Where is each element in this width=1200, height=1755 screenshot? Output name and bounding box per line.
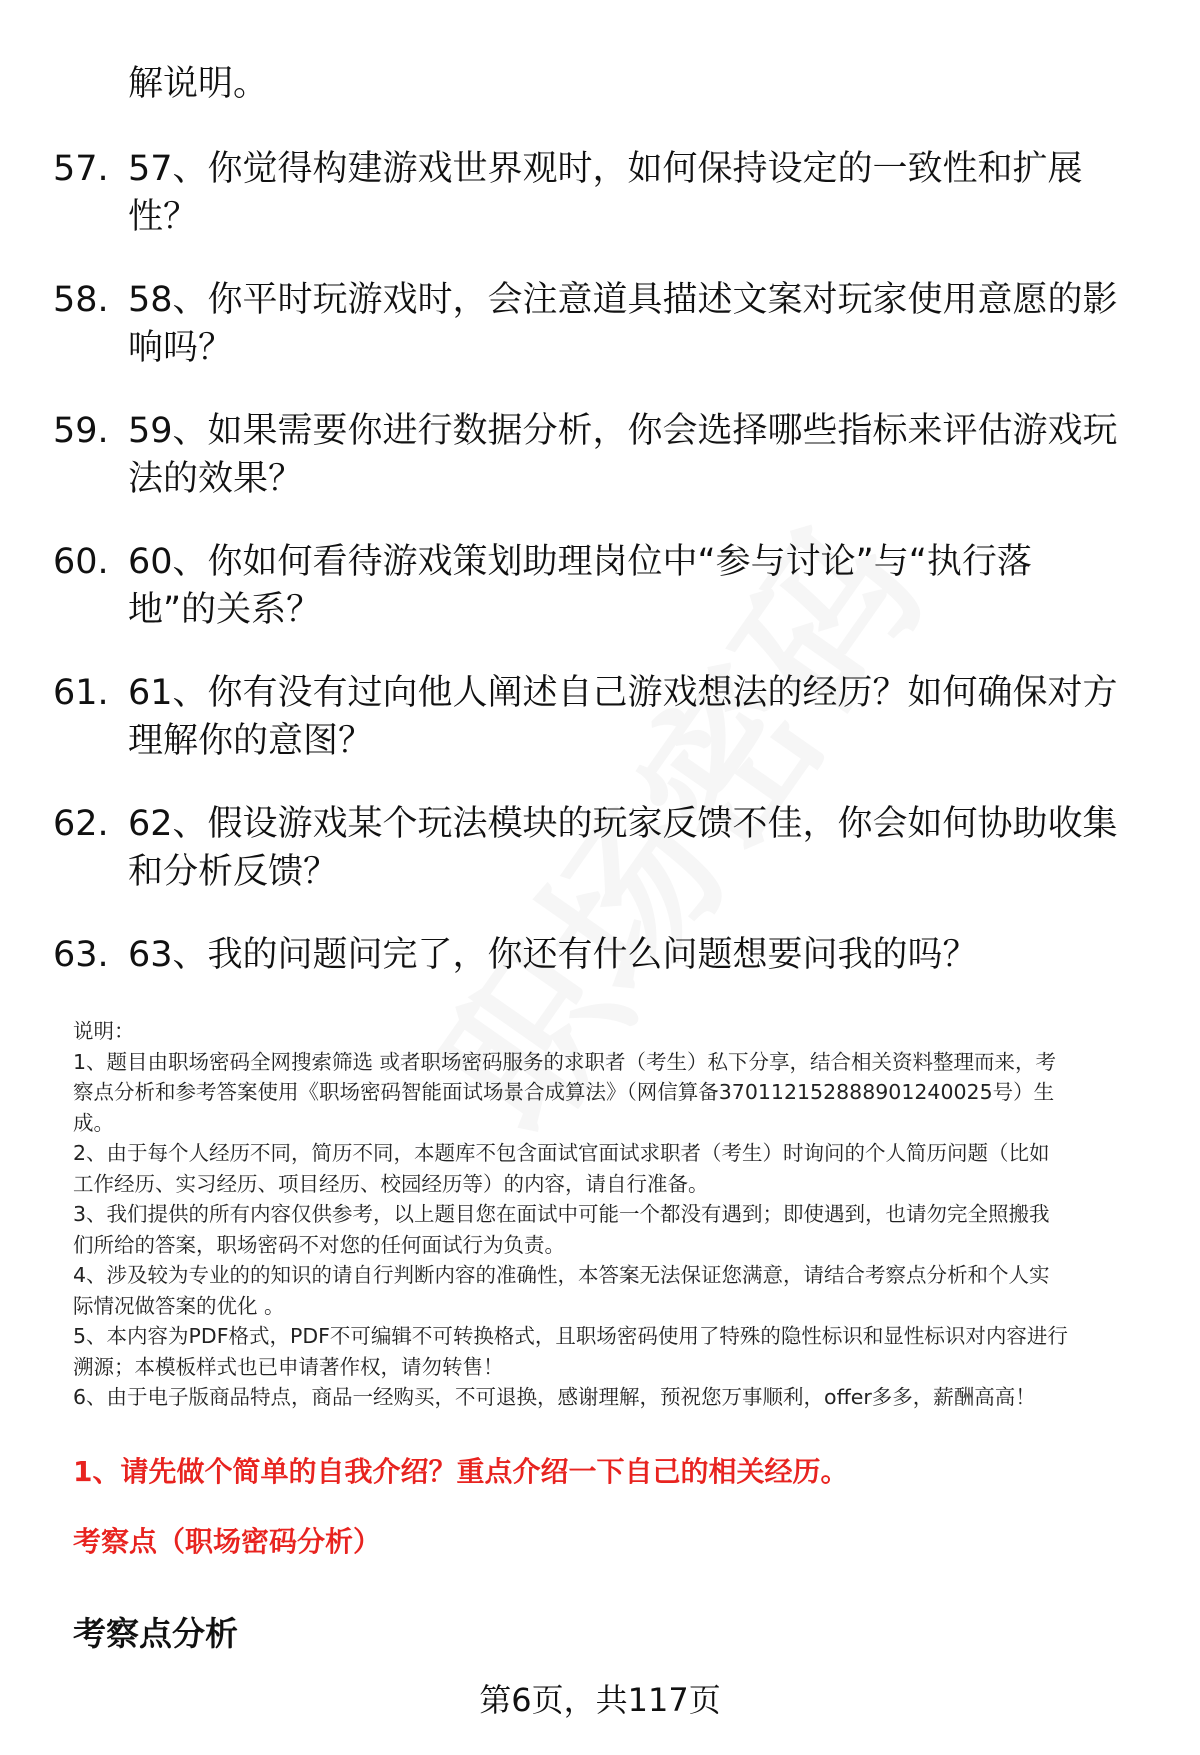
- note-line: 3、我们提供的所有内容仅供参考，以上题目您在面试中可能一个都没有遇到；即使遇到，也请勿完全照搬我: [73, 1202, 1050, 1226]
- exam-point-heading: 考察点分析: [73, 1614, 238, 1653]
- question-text-line: 理解你的意图？: [128, 721, 374, 761]
- page-footer: 第6页，共117页: [479, 1681, 721, 1719]
- question-number: 63.: [53, 935, 109, 975]
- question-number: 59.: [53, 411, 109, 451]
- note-line: 5、本内容为PDF格式，PDF不可编辑不可转换格式，且职场密码使用了特殊的隐性标识和显性标识对内容进行: [73, 1324, 1068, 1348]
- note-line: 6、由于电子版商品特点，商品一经购买，不可退换，感谢理解，预祝您万事顺利，offer多多，薪酬高高！: [73, 1385, 1036, 1409]
- note-line: 2、由于每个人经历不同，简历不同，本题库不包含面试官面试求职者（考生）时询问的个人简历问题（比如: [73, 1141, 1050, 1165]
- note-line: 工作经历、实习经历、项目经历、校园经历等）的内容，请自行准备。: [73, 1171, 709, 1196]
- question-text-line: 57、你觉得构建游戏世界观时，如何保持设定的一致性和扩展: [128, 149, 1083, 189]
- question-text-line: 地”的关系？: [128, 590, 322, 630]
- question-text-line: 63、我的问题问完了，你还有什么问题想要问我的吗？: [128, 935, 978, 975]
- note-line: 溯源；本模板样式也已申请著作权，请勿转售！: [73, 1354, 504, 1379]
- note-line: 4、涉及较为专业的的知识的请自行判断内容的准确性，本答案无法保证您满意，请结合考察点分析和个人实: [73, 1263, 1050, 1287]
- question-text-line: 60、你如何看待游戏策划助理岗位中“参与讨论”与“执行落: [128, 542, 1032, 582]
- question-text-line: 性？: [128, 197, 199, 237]
- note-line: 察点分析和参考答案使用《职场密码智能面试场景合成算法》（网信算备370112152888901240025号）生: [73, 1080, 1055, 1104]
- question-text-line: 和分析反馈？: [128, 852, 339, 892]
- question-number: 61.: [53, 673, 109, 713]
- question-text-line: 61、你有没有过向他人阐述自己游戏想法的经历？如何确保对方: [128, 673, 1118, 713]
- question-text-line: 62、假设游戏某个玩法模块的玩家反馈不佳，你会如何协助收集: [128, 804, 1118, 844]
- note-line: 成。: [73, 1110, 114, 1135]
- question-heading: 1、请先做个简单的自我介绍？重点介绍一下自己的相关经历。: [73, 1455, 849, 1488]
- question-text-line: 59、如果需要你进行数据分析，你会选择哪些指标来评估游戏玩: [128, 411, 1118, 451]
- question-number: 60.: [53, 542, 109, 582]
- question-number: 58.: [53, 280, 109, 320]
- exam-point-label: 考察点（职场密码分析）: [73, 1525, 382, 1558]
- question-number: 57.: [53, 149, 109, 189]
- question-text-line: 法的效果？: [128, 459, 304, 499]
- question-number: 62.: [53, 804, 109, 844]
- notes-title: 说明：: [73, 1019, 135, 1043]
- question-text-line: 响吗？: [128, 328, 234, 368]
- continuation-text: 解说明。: [128, 64, 269, 104]
- note-line: 1、题目由职场密码全网搜索筛选 或者职场密码服务的求职者（考生）私下分享，结合相关资料整理而来，考: [73, 1049, 1057, 1074]
- question-text-line: 58、你平时玩游戏时，会注意道具描述文案对玩家使用意愿的影: [128, 280, 1118, 320]
- note-line: 际情况做答案的优化 。: [73, 1293, 285, 1318]
- note-line: 们所给的答案，职场密码不对您的任何面试行为负责。: [73, 1232, 565, 1257]
